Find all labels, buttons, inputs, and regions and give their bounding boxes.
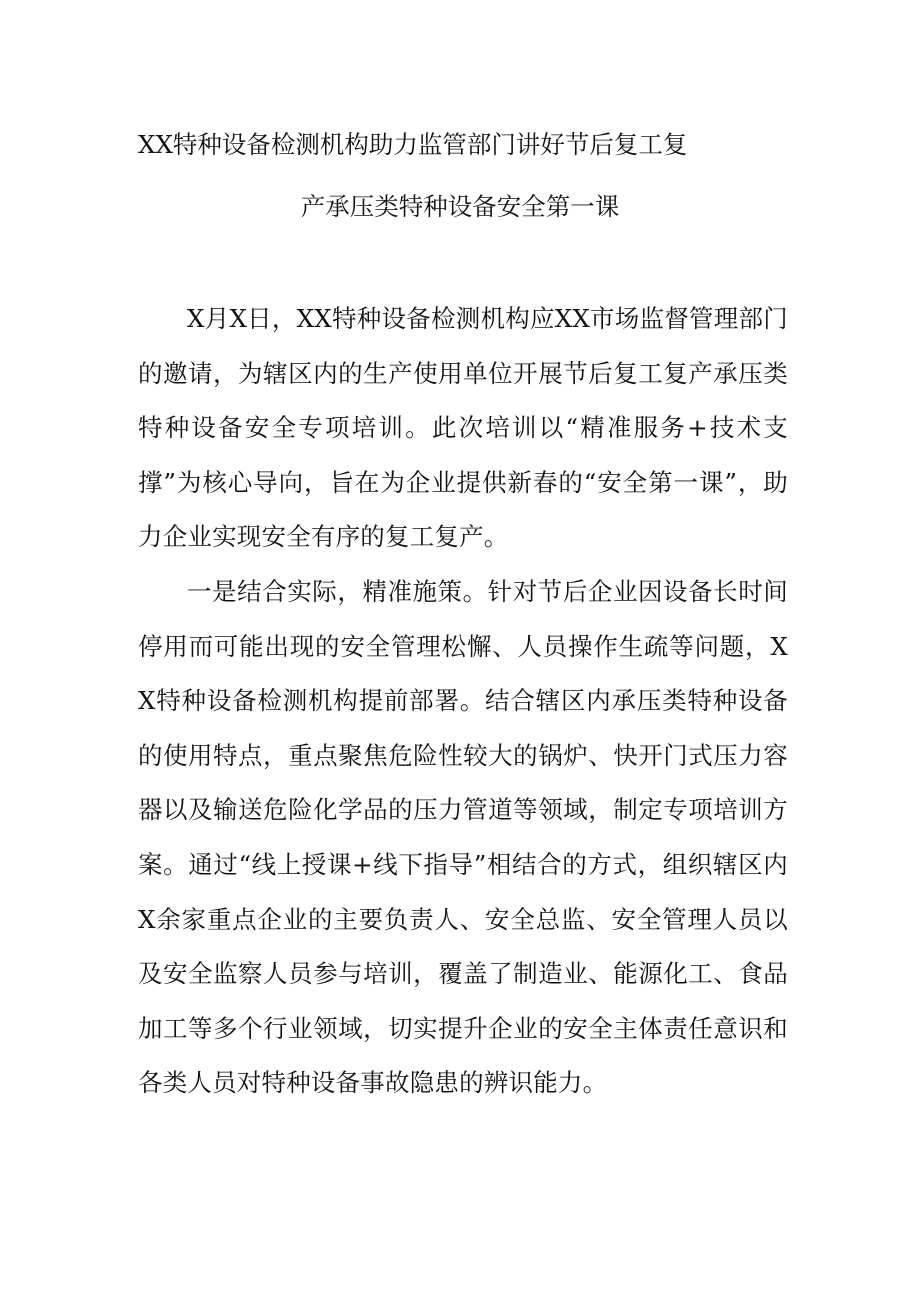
document-title-line-2: 产承压类特种设备安全第一课 bbox=[300, 192, 620, 221]
paragraph-intro: X月X日，XX特种设备检测机构应XX市场监督管理部门的邀请，为辖区内的生产使用单位开展节后复工复产承压类特种设备安全专项培训。此次培训以“精准服务+技术支撑”为核心导向，旨在为企业提供新春的“安全第一课”，助力企业实现安全有序的复工复产。 bbox=[138, 304, 788, 552]
document-title-line-1: XX特种设备检测机构助力监管部门讲好节后复工复 bbox=[138, 130, 688, 159]
document-body bbox=[138, 292, 788, 1111]
paragraph-measures: 一是结合实际，精准施策。针对节后企业因设备长时间停用而可能出现的安全管理松懈、人员操作生疏等问题，XX特种设备检测机构提前部署。结合辖区内承压类特种设备的使用特点，重点聚焦危险性较大的锅炉、快开门式压力容器以及输送危险化学品的压力管道等领域，制定专项培训方案。通过“线上授课+线下指导”相结合的方式，组织辖区内X余家重点企业的主要负责人、安全总监、安全管理人员以及安全监察人员参与培训，覆盖了制造业、能源化工、食品加工等多个行业领域，切实提升企业的安全主体责任意识和各类人员对特种设备事故隐患的辨识能力。 bbox=[138, 576, 788, 1098]
